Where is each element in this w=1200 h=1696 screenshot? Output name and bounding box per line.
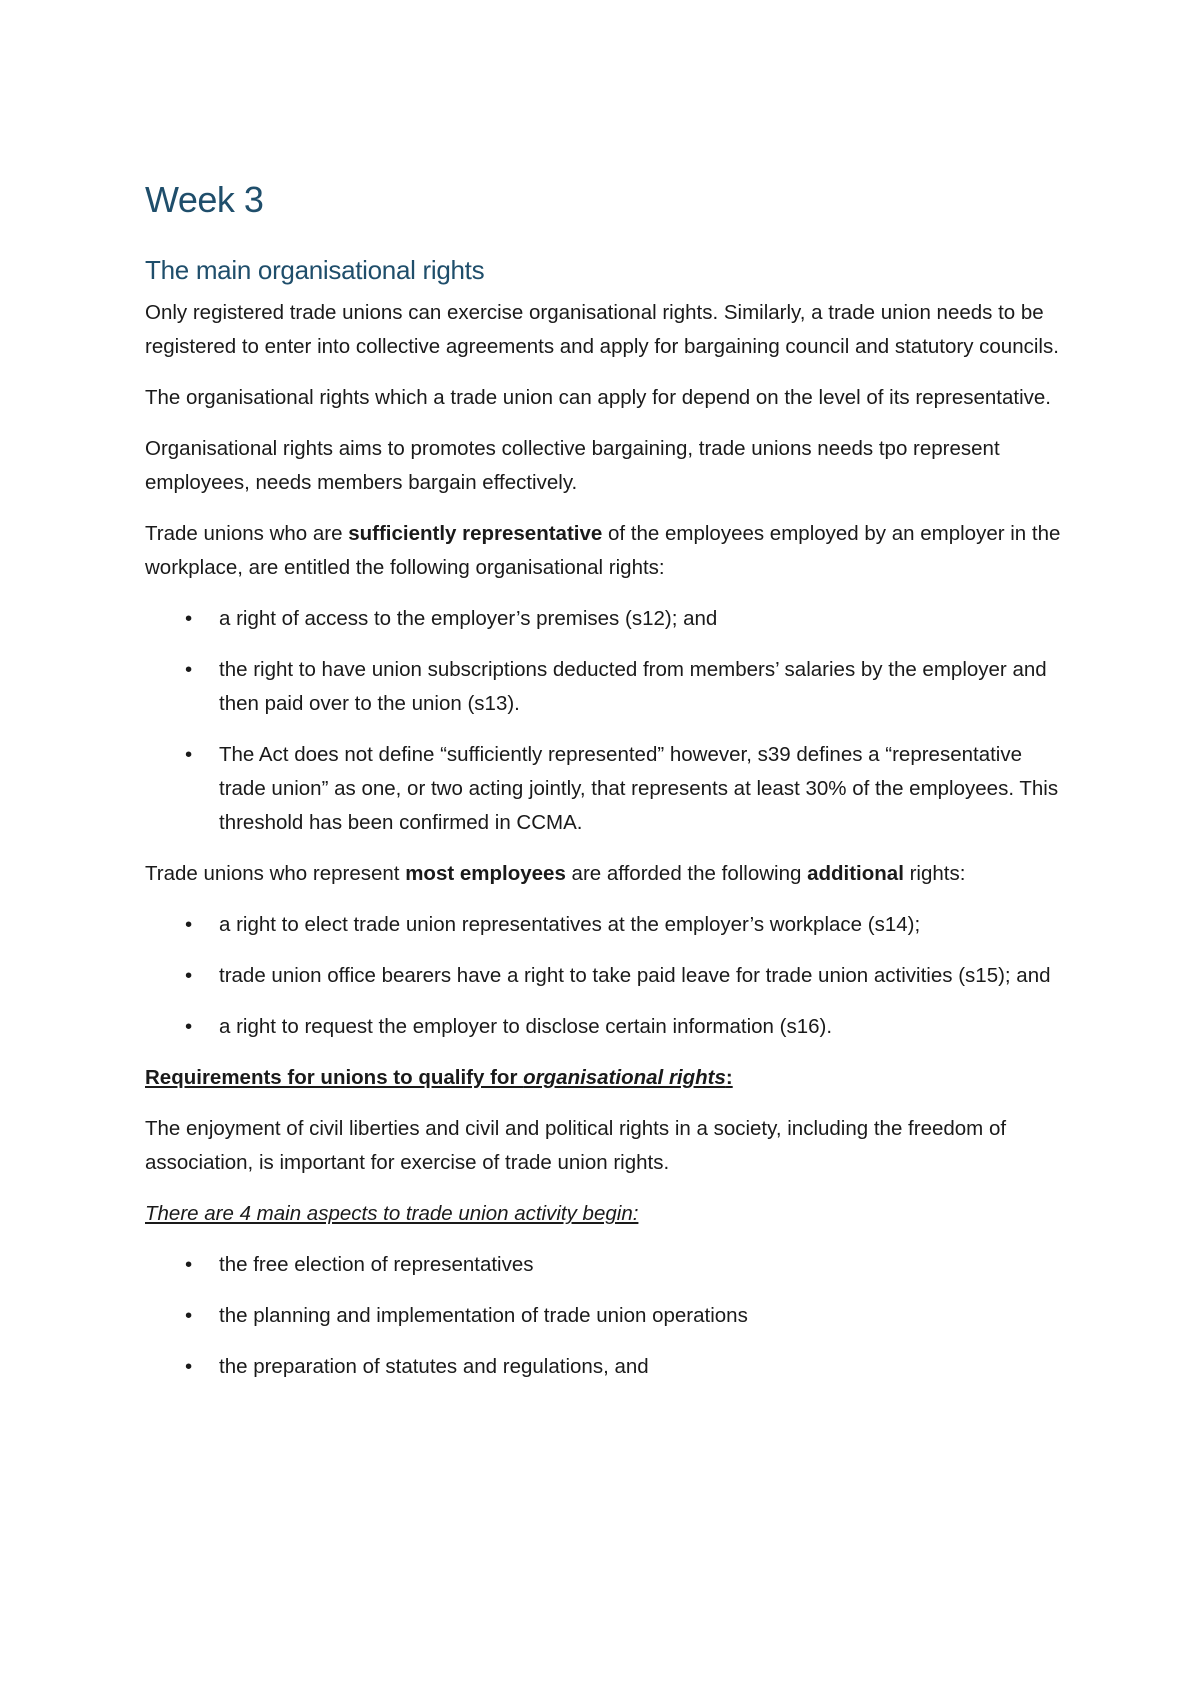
list-item-text: The Act does not define “sufficiently represented” however, s39 defines a “representative trade union” as one, or two acting jointly, that represents at least 30% of the employees. This threshold has been confirmed in CCMA. (219, 743, 1059, 835)
text-run: Trade unions who represent (145, 862, 406, 886)
list-item (145, 738, 1065, 840)
paragraph-civil-liberties: The enjoyment of civil liberties and civil and political rights in a society, including the freedom of association, is important for exercise of trade union rights. (145, 1117, 1007, 1175)
list-item-text: the right to have union subscriptions deducted from members’ salaries by the employer and then paid over to the union (s13). (219, 658, 1047, 716)
paragraph-aims: Organisational rights aims to promotes collective bargaining, trade unions needs tpo represent employees, needs members bargain effectively. (145, 437, 1000, 495)
list-aspects (145, 1248, 1065, 1384)
bullet-icon: • (185, 607, 193, 631)
bold-text: sufficiently representative (348, 522, 603, 546)
list-item (145, 1299, 1065, 1333)
list-item (145, 653, 1065, 721)
list-item-text: trade union office bearers have a right to take paid leave for trade union activities (s15); and (219, 964, 1051, 988)
list-item (145, 1350, 1065, 1384)
italic-text: organisational rights (523, 1066, 726, 1090)
list-item (145, 959, 1065, 993)
list-sufficient-rights (145, 602, 1065, 840)
list-item (145, 602, 1065, 636)
list-item (145, 1010, 1065, 1044)
list-item-text: a right of access to the employer’s premises (s12); and (219, 607, 718, 631)
aspects-heading: There are 4 main aspects to trade union activity begin: (145, 1202, 639, 1226)
paragraph-sufficiently-representative (145, 517, 1065, 585)
bullet-icon: • (185, 1355, 193, 1379)
text-run: rights: (903, 862, 966, 886)
list-additional-rights (145, 908, 1065, 1044)
bullet-icon: • (185, 964, 193, 988)
text-run: Requirements for unions to qualify for (145, 1066, 524, 1090)
list-item-text: the preparation of statutes and regulations, and (219, 1355, 649, 1379)
bullet-icon: • (185, 1253, 193, 1277)
paragraph-most-employees (145, 857, 1065, 891)
list-item (145, 1248, 1065, 1282)
bullet-icon: • (185, 658, 193, 682)
list-item-text: a right to request the employer to disclose certain information (s16). (219, 1015, 833, 1039)
section-heading: The main organisational rights (145, 255, 485, 286)
bold-text: additional (807, 862, 904, 886)
bold-text: most employees (405, 862, 566, 886)
document-page (145, 178, 1065, 1401)
text-run: : (725, 1066, 733, 1090)
list-item (145, 908, 1065, 942)
list-item-text: the free election of representatives (219, 1253, 534, 1277)
page-title: Week 3 (145, 179, 264, 220)
text-run: Trade unions who are (145, 522, 349, 546)
paragraph-representative-level: The organisational rights which a trade union can apply for depend on the level of its representative. (145, 386, 1051, 410)
paragraph-registration: Only registered trade unions can exercise organisational rights. Similarly, a trade union needs to be registered to enter into collective agreements and apply for bargaining council and statutory councils. (145, 301, 1059, 359)
list-item-text: a right to elect trade union representatives at the employer’s workplace (s14); (219, 913, 921, 937)
list-item-text: the planning and implementation of trade union operations (219, 1304, 748, 1328)
bullet-icon: • (185, 1304, 193, 1328)
text-run: of the employees employed by an employer in the workplace, are entitled the following organisational rights: (145, 522, 1061, 580)
bullet-icon: • (185, 1015, 193, 1039)
bullet-icon: • (185, 913, 193, 937)
requirements-heading (145, 1061, 1065, 1095)
text-run: are afforded the following (565, 862, 808, 886)
bullet-icon: • (185, 743, 193, 767)
